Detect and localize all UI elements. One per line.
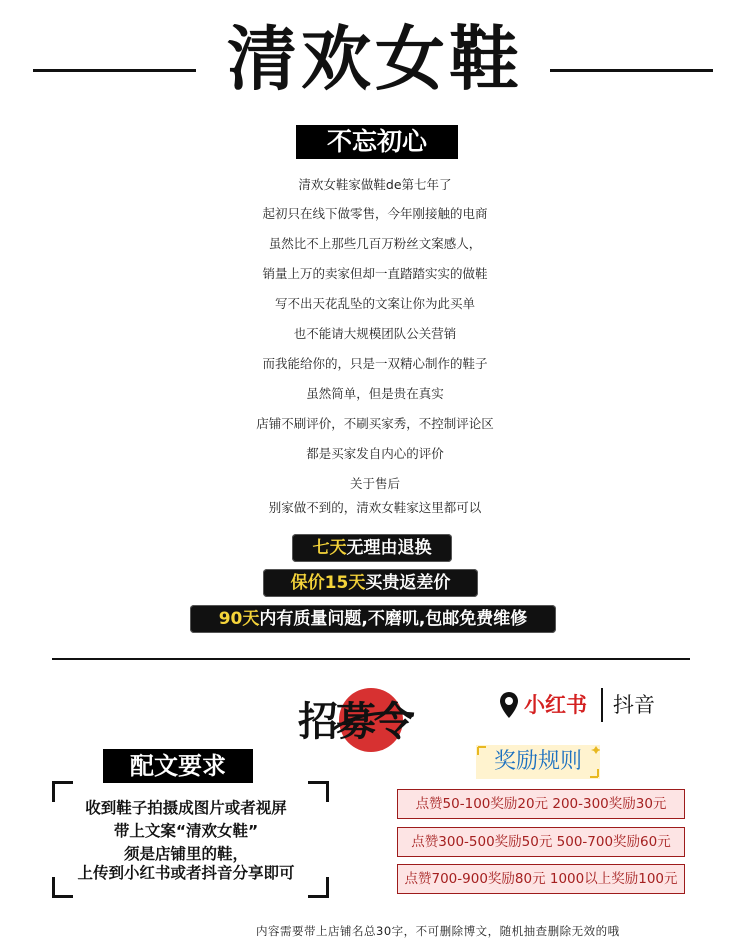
reward-row: 点赞700-900奖励80元 1000以上奖励100元 bbox=[397, 864, 685, 894]
story-line: 写不出天花乱坠的文案让你为此买单 bbox=[274, 296, 475, 311]
requirement-line: 须是店铺里的鞋， bbox=[123, 845, 248, 863]
requirement-line: 带上文案“清欢女鞋” bbox=[113, 822, 259, 840]
story-line: 也不能请大规模团队公关营销 bbox=[293, 326, 457, 341]
promo-banner-repair bbox=[190, 605, 556, 633]
promo-text: 买贵返差价 bbox=[365, 573, 451, 593]
story-line: 起初只在线下做零售，今年刚接触的电商 bbox=[262, 206, 488, 221]
story-line: 而我能给你的，只是一双精心制作的鞋子 bbox=[262, 356, 488, 371]
promo-text: 无理由退换 bbox=[346, 538, 432, 558]
requirements-label: 配文要求 bbox=[103, 749, 253, 783]
story-line: 都是买家发自内心的评价 bbox=[306, 446, 444, 461]
rewards-label-box bbox=[476, 745, 600, 779]
reward-row: 点赞300-500奖励50元 500-700奖励60元 bbox=[397, 827, 685, 857]
story-line: 虽然简单，但是贵在真实 bbox=[306, 386, 444, 401]
platform-separator bbox=[601, 688, 603, 722]
location-pin-icon bbox=[498, 690, 520, 720]
story-line: 店铺不刷评价，不刷买家秀，不控制评论区 bbox=[256, 416, 494, 431]
platform-douyin: 抖音 bbox=[613, 693, 655, 717]
page-title: 清欢女鞋 bbox=[227, 18, 523, 100]
story-line: 关于售后 bbox=[349, 476, 400, 491]
requirement-line: 上传到小红书或者抖音分享即可 bbox=[77, 864, 295, 882]
promo-banner-return bbox=[292, 534, 452, 562]
section-divider bbox=[52, 658, 690, 660]
promo-highlight: 90天 bbox=[218, 609, 260, 629]
header-line-right bbox=[550, 69, 713, 72]
rewards-label: 奖励规则 bbox=[493, 749, 582, 774]
footer-note: 内容需要带上店铺名总30字，不可删除博文，随机抽查删除无效的哦 bbox=[256, 924, 620, 938]
promo-highlight: 七天 bbox=[312, 538, 347, 558]
story-line: 销量上万的卖家但却一直踏踏实实的做鞋 bbox=[262, 266, 488, 281]
story-line: 别家做不到的，清欢女鞋家这里都可以 bbox=[268, 500, 482, 515]
promo-text: 内有质量问题,不磨叽,包邮免费维修 bbox=[259, 609, 528, 629]
story-line: 清欢女鞋家做鞋de第七年了 bbox=[298, 177, 452, 192]
promo-highlight: 保价15天 bbox=[290, 573, 366, 593]
requirement-line: 收到鞋子拍摄成图片或者视屏 bbox=[85, 799, 287, 817]
platform-xiaohongshu: 小红书 bbox=[524, 693, 587, 717]
promo-banner-price bbox=[263, 569, 478, 597]
reward-row: 点赞50-100奖励20元 200-300奖励30元 bbox=[397, 789, 685, 819]
story-line: 虽然比不上那些几百万粉丝文案感人， bbox=[268, 236, 482, 251]
section-label: 不忘初心 bbox=[296, 125, 458, 159]
recruit-title: 招募令 bbox=[298, 698, 412, 745]
